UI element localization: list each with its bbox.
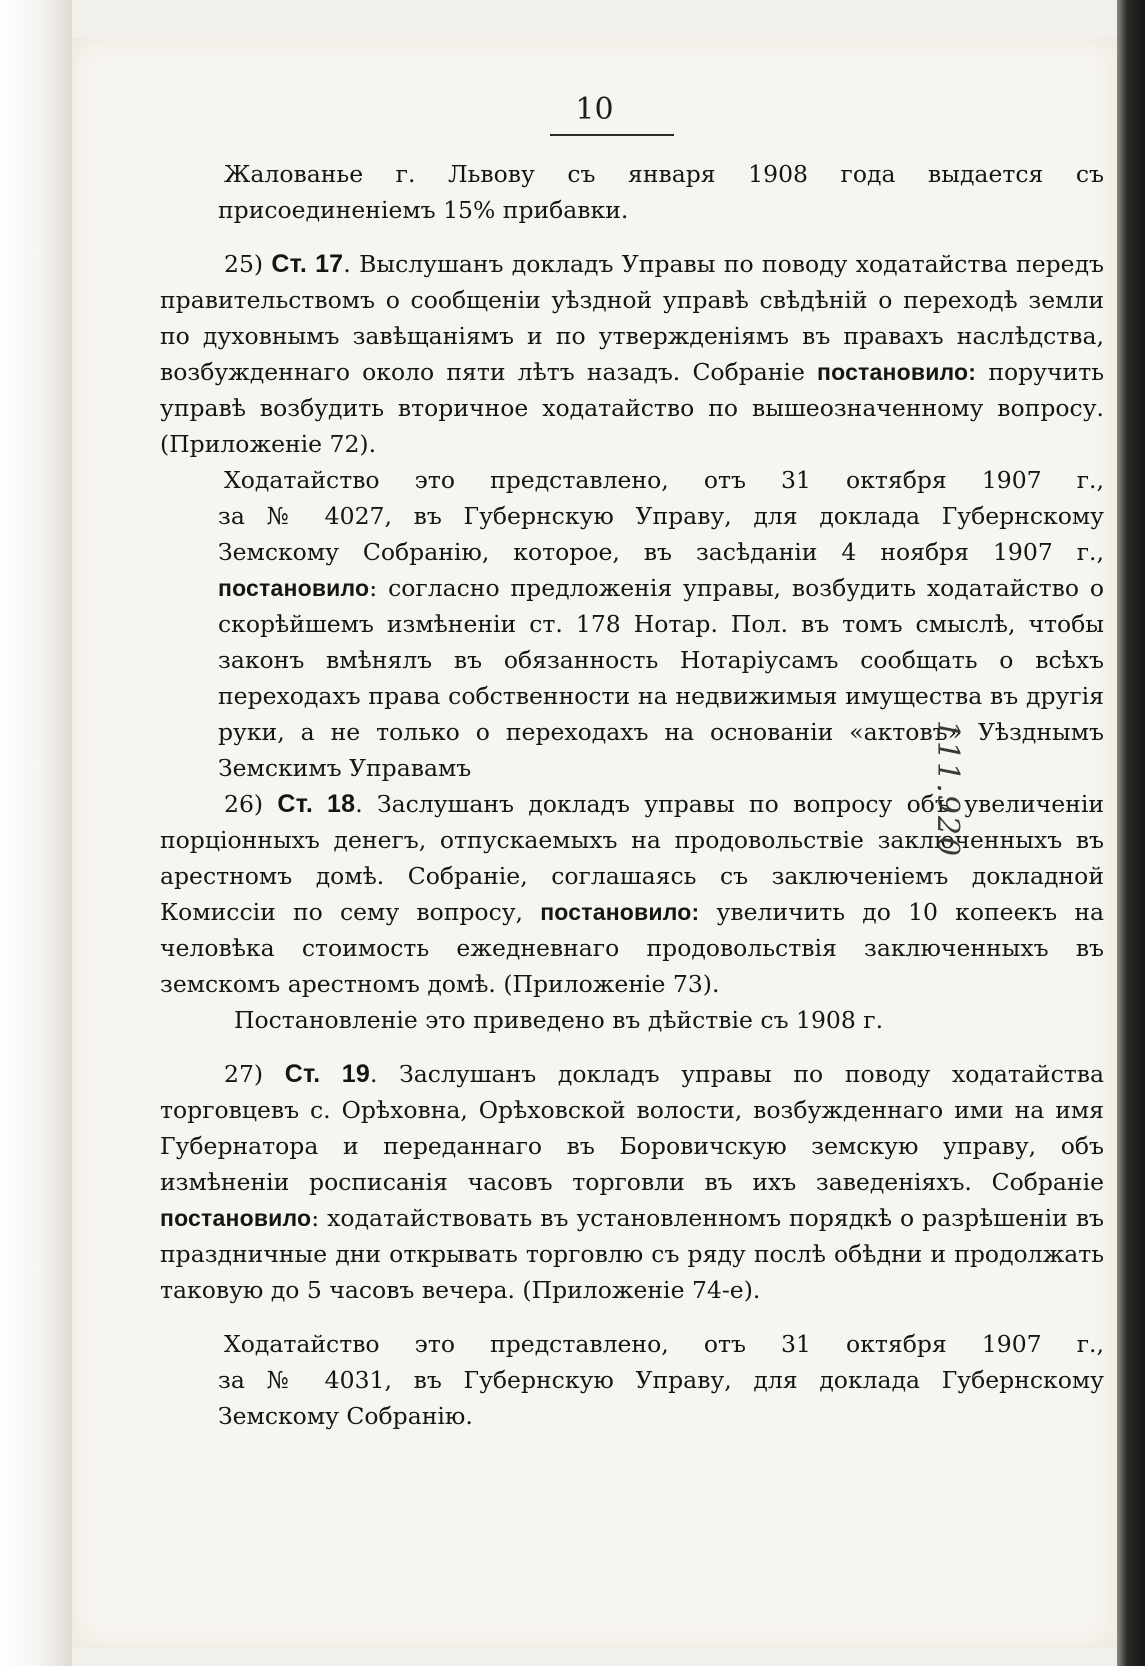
item-number-25: 25) [224,250,264,278]
page-number: 10 [575,92,614,127]
binding-edge [0,0,72,1666]
salary-line-1: Жалованье г. Львову съ января 1908 года выдается съ [224,160,1104,188]
decision-25: постановило: [817,359,977,385]
paragraph-25-text-1: . Выслушанъ докладъ Управы по поводу ходатайства передъ правительствомъ о сообщеніи уѣздной управѣ свѣдѣній о переходѣ земли по духовнымъ завѣщаніямъ и по утвержденіямъ въ правахъ наслѣдства, возбужденнаго около пяти лѣтъ назадъ. Собраніе [160,250,1104,386]
item-number-26: 26) [224,790,264,818]
decision-25-province: постановило [218,575,370,601]
article-17: Ст. 17 [271,250,344,278]
paragraph-27-petition [160,1326,1104,1434]
article-19: Ст. 19 [284,1060,370,1088]
salary-line-2: присоединеніемъ 15% прибавки. [218,196,629,224]
paragraph-26-text-2: увеличить до 10 копеекъ на человѣка стоимость ежедневнаго продовольствія заключенныхъ въ земскомъ арестномъ домѣ. (Приложеніе 73). [160,898,1104,998]
page-edge-shadow [1117,0,1145,1666]
item-number-27: 27) [224,1060,264,1088]
paragraph-26-resolution: Постановленіе это приведено въ дѣйствіе съ 1908 г. [234,1006,884,1034]
paragraph-26-text-1: . Заслушанъ докладъ управы по вопросу объ увеличеніи порціонныхъ денегъ, отпускаемыхъ на продовольствіе заключенныхъ въ арестномъ домѣ. Собраніе, соглашаясь съ заключеніемъ докладной Комиссіи по сему вопросу, [160,790,1104,926]
petition-25-text-1: за № 4027, въ Губернскую Управу, для доклада Губернскому Земскому Собранію, которое, въ засѣданіи 4 ноября 1907 г., [218,502,1104,566]
petition-25-line-1: Ходатайство это представлено, отъ 31 октября 1907 г., [224,466,1104,494]
paragraph-25-text-2: поручить управѣ возбудить вторичное ходатайство по вышеозначенному вопросу. (Приложеніе 72). [160,358,1104,458]
article-18: Ст. 18 [277,790,356,818]
decision-27: постановило [160,1205,312,1231]
paragraph-salary [160,156,1104,228]
paragraph-27-text-2: : ходатайствовать въ установленномъ порядкѣ о разрѣшеніи въ праздничные дни открывать торговлю съ ряду послѣ обѣдни и продолжать таковую до 5 часовъ вечера. (Приложеніе 74-е). [160,1204,1104,1304]
petition-27-line-1: Ходатайство это представлено, отъ 31 октября 1907 г., [224,1330,1104,1358]
paragraph-25 [160,246,1104,462]
petition-25-text-2: : согласно предложенія управы, возбудить ходатайство о скорѣйшемъ измѣненіи ст. 178 Нотар. Пол. въ томъ смыслѣ, чтобы законъ вмѣнялъ въ обязанность Нотаріусамъ сообщать о всѣхъ переходахъ права собственности на недвижимыя имущества въ другія руки, а не только о переходахъ на основаніи «актовъ» Уѣзднымъ Земскимъ Управамъ [218,574,1104,782]
petition-27-text-1: за № 4031, въ Губернскую Управу, для доклада Губернскому Земскому Собранію. [218,1366,1104,1430]
decision-26: постановило: [540,899,700,925]
page-number-rule [550,134,674,136]
paragraph-27 [160,1056,1104,1308]
handwritten-margin-note: 111.920 [930,720,965,859]
paragraph-27-text-1: . Заслушанъ докладъ управы по поводу ходатайства торговцевъ с. Орѣховна, Орѣховской волости, возбужденнаго ими на имя Губернатора и переданнаго въ Боровичскую земскую управу, объ измѣненіи росписанія часовъ торговли въ ихъ заведеніяхъ. Собраніе [160,1060,1104,1196]
